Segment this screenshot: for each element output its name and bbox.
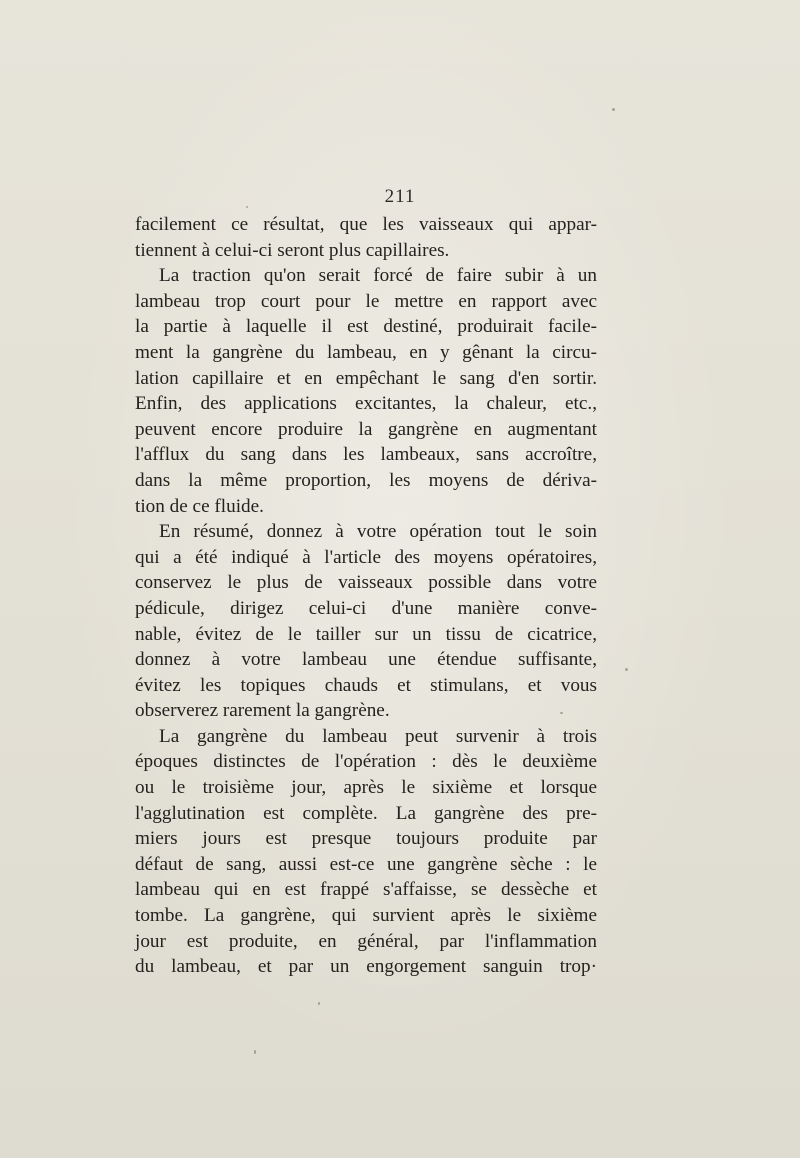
paper-speck <box>612 108 615 111</box>
text-line: jour est produite, en général, par l'inflammation <box>135 930 597 952</box>
text-line: conservez le plus de vaisseaux possible dans votre <box>135 572 597 594</box>
paper-speck <box>246 206 248 208</box>
text-line: dans la même proportion, les moyens de dériva- <box>135 469 597 491</box>
text-line: lation capillaire et en empêchant le sang d'en sortir. <box>135 367 597 389</box>
text-line: facilement ce résultat, que les vaisseaux qui appar- <box>135 214 597 235</box>
text-line: La gangrène du lambeau peut survenir à trois <box>159 725 597 747</box>
text-line: évitez les topiques chauds et stimulans, et vous <box>135 674 597 696</box>
text-line: du lambeau, et par un engorgement sanguin trop· <box>135 956 597 978</box>
text-line: En résumé, donnez à votre opération tout le soin <box>159 521 597 543</box>
text-line: l'afflux du sang dans les lambeaux, sans accroître, <box>135 444 597 466</box>
body-text <box>135 212 597 980</box>
text-line: Enfin, des applications excitantes, la chaleur, etc., <box>135 393 597 415</box>
text-line: défaut de sang, aussi est-ce une gangrène sèche : le <box>135 853 597 875</box>
text-line: lambeau trop court pour le mettre en rapport avec <box>135 290 597 312</box>
text-line: ou le troisième jour, après le sixième et lorsque <box>135 777 597 799</box>
text-line: tiennent à celui-ci seront plus capillaires. <box>135 239 450 261</box>
text-line: La traction qu'on serait forcé de faire subir à un <box>159 265 597 287</box>
paper-speck <box>625 668 628 671</box>
text-line: peuvent encore produire la gangrène en augmentant <box>135 418 597 440</box>
page-number: 211 <box>384 186 416 207</box>
text-line: nable, évitez de le tailler sur un tissu de cicatrice, <box>135 623 597 645</box>
text-line: donnez à votre lambeau une étendue suffisante, <box>135 649 597 671</box>
text-line: lambeau qui en est frappé s'affaisse, se dessèche et <box>135 879 597 901</box>
text-line: la partie à laquelle il est destiné, produirait facile- <box>135 316 597 338</box>
text-line: pédicule, dirigez celui-ci d'une manière conve- <box>135 597 597 619</box>
text-line: tion de ce fluide. <box>135 495 264 517</box>
paper-speck <box>254 1050 256 1054</box>
text-line: miers jours est presque toujours produite par <box>135 828 597 850</box>
text-line: époques distinctes de l'opération : dès le deuxième <box>135 751 597 773</box>
paper-speck <box>318 1002 320 1005</box>
text-line: l'agglutination est complète. La gangrène des pre- <box>135 802 597 824</box>
text-line: qui a été indiqué à l'article des moyens opératoires, <box>135 546 597 568</box>
text-line: tombe. La gangrène, qui survient après le sixième <box>135 905 597 927</box>
text-line: observerez rarement la gangrène. <box>135 700 390 722</box>
text-line: ment la gangrène du lambeau, en y gênant la circu- <box>135 341 597 363</box>
